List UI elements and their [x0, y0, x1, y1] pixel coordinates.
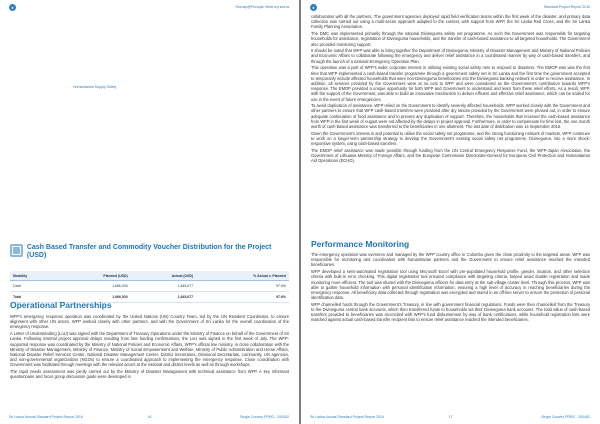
paragraph: The DMC was implemented primarily through the national Divineguma safety net programme. As such the Government was responsible for targeting households for assistance, registration of Divineguma households, and the transfer of cash-based assistance to all targeted households. The Government also provided monitoring support. — [311, 31, 590, 47]
footer-left: Sri Lanka Annual Standard Project Report 2016 — [9, 415, 83, 419]
table-cell: Cash — [10, 281, 58, 292]
footer-left: Sri Lanka Annual Standard Project Report 2016 — [310, 415, 384, 419]
right-page — [301, 0, 600, 424]
table-cell: 1,666,000 — [58, 281, 130, 292]
paragraph: The emergency operation was overseen and managed by the WFP country office in Colombo given the close proximity to the targeted areas. WFP was responsible for monitoring and coordination with humanitarian partners and the Government to ensure relief assistance reached the intended beneficiaries. — [311, 252, 590, 268]
figure-title: Cash Based Transfer and Commodity Voucher Distribution for the Project (USD) — [26, 244, 272, 260]
header-title: Hocusp@Pecupla: Beta rep sed.ia — [235, 5, 289, 9]
footer-right: Single Country PRRO - 200452 — [240, 415, 289, 419]
paragraph: It should be noted that WFP was able to bring together the Department of Divineguma, Ministry of Disaster Management and Ministry of National Policies and Economic Affairs to collaborate following the emergency and deliver relief assistance in a coordinated manner by way of cash-based transfers, and through the launch of a national Emergency Operation Plan. — [311, 48, 590, 64]
paragraph: A Letter of Understanding (LoU) was signed with the Department of Treasury Operations under the Ministry of Finance on behalf of the Government of Sri Lanka. Following internal project approval delays resulting from late funding confirmations, the LoU was signed in the first week of July. The WFP-supported response was coordinated by the Ministry of National Policies and Economic Affairs, WFP's official line ministry, in close collaboration with the Ministry of Disaster Management, Ministry of Finance, Ministry of Social Empowerment and Welfare, Ministry of Public Administration and Home Affairs, National Disaster Relief Services Center, National Disaster Management Center, District Secretaries, Divisional Secretariats, community, UN agencies, and non-governmental organizations (NGOs) to ensure a coordinated approach to implementing the emergency response. Close coordination with Government was facilitated through meetings with the relevant actors at the national and district levels as well as through workshops. — [10, 331, 289, 368]
chart-label: Humanitarian Supply Safety — [73, 85, 117, 89]
table-cell: 97.6% — [196, 292, 289, 303]
table-header-cell: % Actual v. Planned — [196, 271, 289, 281]
table-cell: 1,666,000 — [58, 292, 130, 303]
section-title: Operational Partnerships — [10, 300, 112, 310]
footer-right: Single Country PRRO - 200452 — [541, 415, 590, 419]
chart-area — [10, 14, 290, 239]
paragraph: collaboration with all the partners. The government agencies deployed rapid field verification teams within the first week of the disaster, and primary data collection was carried out using a multi-sector approach adapted to the context, with support from WFP, the Sri Lanka Red Cross, and the Sri Lanka Family Planning Association. — [311, 14, 590, 30]
header-title: Standard Project Report 2016 — [543, 5, 590, 9]
paragraph: WFP developed a semi-automated registration tool using Microsoft Excel with pre-populated household profile, gender, location, and other selection criteria with built-in error checking. This digital registration tool ensured compliance with targeting criteria, helped avoid double registration and made monitoring more efficient. The tool was shared with the Divineguma officers for data entry at the sub-village cluster level. Through this process, WFP was able to gather household information with personal identification information, ensuring a high level of accuracy in reaching beneficiaries during the emergency response. All beneficiary data collected through registration was encrypted and stored in an off-line server to ensure the protection of personal identification data. — [311, 269, 590, 301]
paragraph: The EMOP relief assistance was made possible through funding from the UN Central Emergency Response Fund, the WFP-Japan Association, the Government of Lithuania Ministry of Foreign Affairs, and the European Commission Directorate-General for European Civil Protection and Humanitarian Aid Operations (ECHO). — [311, 147, 590, 164]
paragraph: The rapid needs assessment was jointly carried out by the Ministry of Disaster Management with technical assistance from WFP. A key informant questionnaire and focus group discussion guide were developed in — [10, 369, 289, 380]
section-title: Performance Monitoring — [311, 239, 410, 249]
table-cell: 97.6% — [196, 281, 289, 292]
table-header-row — [10, 271, 289, 281]
figure-title-block — [10, 244, 290, 261]
paragraph: This operation was a part of WFP's wider corporate interest in utilising existing social safety nets to respond to disasters. The EMOP was was the first time that WFP implemented a cash-based transfer programme through a government safety net in Sri Lanka and the first time the government accepted to temporarily include affected households that were non-Divineguma beneficiaries into the Divineguma banking network in order to receive assistance. In addition, all services provided by the Government were at no cost to WFP and were considered as the Government's contribution towards WFP's response. The EMOP provided a unique opportunity for both WFP and Government to understand and learn from these relief efforts. As a result, WFP, with the support of the Government, was able to build an innovative mechanism to deliver efficient and effective relief assistance, which can be scaled for use in the event of future emergencies. — [311, 65, 590, 102]
table-row — [10, 281, 289, 292]
distribution-table — [10, 271, 289, 303]
monitoring-text — [311, 252, 590, 324]
wfp-logo-icon: ● — [310, 4, 317, 11]
table-header-cell: Modality — [10, 271, 58, 281]
table-cell: Total — [10, 292, 58, 303]
table-cell: 1,645,677 — [131, 292, 196, 303]
table-cell: 1,645,677 — [131, 281, 196, 292]
footer-page-number: 16 — [147, 415, 152, 419]
paragraph: Given the Government's interest in and potential to utilise the social safety net programme, and the strong functioning network of markets, WFP continues to work on a longer-term partnership strategy to develop the Government's existing social safety net programme, Divineguma, into a more shock-responsive system, using cash-based transfers. — [311, 130, 590, 147]
table-header-cell: Actual (USD) — [131, 271, 196, 281]
paragraph: To avoid duplication of assistance, WFP relied on the Government to identify severely affected households. WFP worked closely with the Government and other partners to ensure that WFP cash-based transfers were provided after dry rations provided by the Government were phased out, in order to ensure adequate continuation of food assistance and to prevent any duplication of support. Therefore, the households that received the cash-based assistance from WFP in the first week of August were not affected by the delays in project approval. Furthermore, in order to compensate for time lost, the one month worth of cash-based assistance was transferred to the beneficiaries in one allotment. The last date of distribution was 14 September 2016. — [311, 103, 590, 130]
body-text — [311, 14, 590, 165]
paragraph: WFP's emergency response operation was coordinated by the United Nations (UN) Country Team, led by the UN Resident Coordinator, to ensure alignment with other UN actors. WFP worked closely with other partners, and with the Government of Sri Lanka for the overall coordination of the emergency response. — [10, 314, 289, 330]
footer-page-number: 17 — [448, 415, 453, 419]
wfp-logo-icon: ● — [9, 4, 16, 11]
body-text — [10, 314, 289, 381]
paragraph: WFP channelled funds through the Government's Treasury, in line with government financial regulations. Funds were then channelled from the Treasury to the Divineguma central bank accounts, which then transferred funds to households via their Divineguma bank accounts. The total value of cash-based transfers provided to beneficiaries was reconciled with WFP's fund disbursement by way of bank certifications, while household registration lists were matched against actual cash-based transfer recipient lists to ensure relief assistance reached the intended beneficiaries. — [311, 301, 590, 323]
table-header-cell: Planned (USD) — [58, 271, 130, 281]
left-page — [0, 0, 299, 424]
chart-icon — [10, 244, 23, 257]
